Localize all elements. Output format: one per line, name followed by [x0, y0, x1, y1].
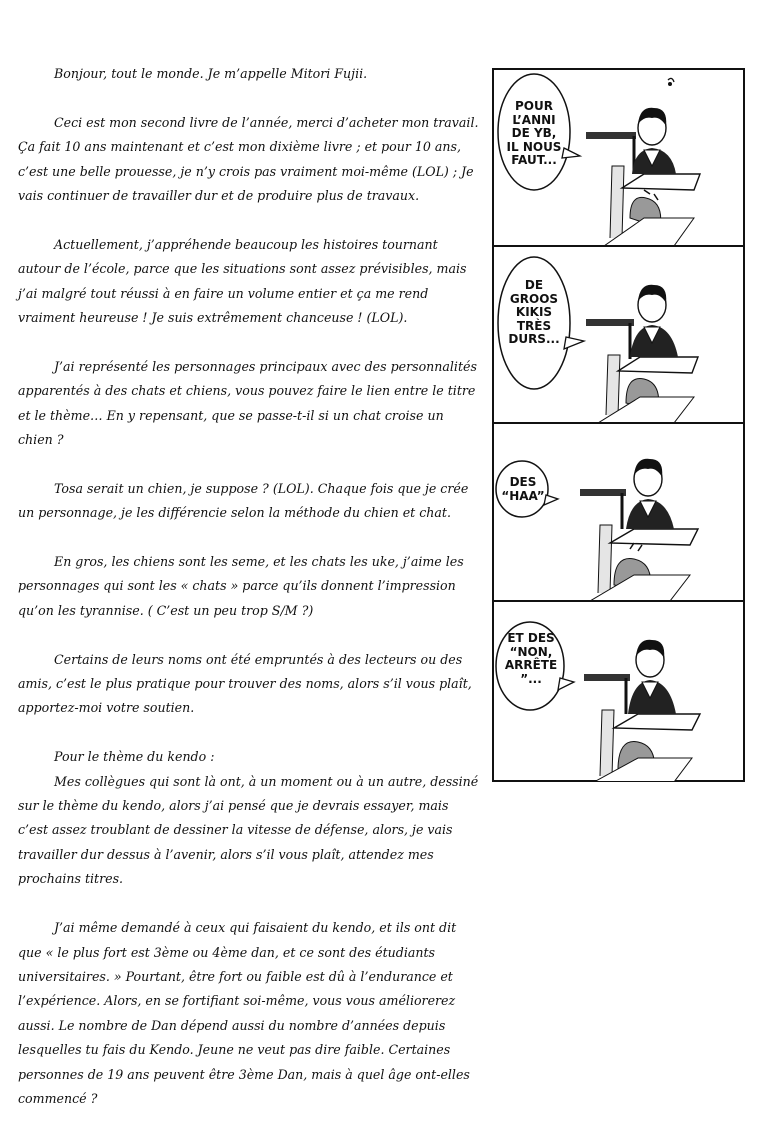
- paragraph-kendo: Mes collègues qui sont là ont, à un moment ou à un autre, dessiné sur le thème du kendo, alors j’ai pensé que je devrais essayer, mais c’est assez troublant de dessiner la vitesse de défense, alors, je vais travailler dur dessus à l’avenir, alors s’il vous plaît, attendez mes prochains titres.: [18, 773, 479, 887]
- panel-2-speech-bubble: DE GROOS KIKIS TRÈS DURS...: [508, 278, 560, 346]
- panel-3-speech-bubble: DES “HAA”: [501, 475, 545, 503]
- comic-panel-3: [494, 425, 743, 602]
- comic-strip: [492, 68, 745, 782]
- paragraph-greeting: Bonjour, tout le monde. Je m’appelle Mitori Fujii.: [54, 66, 368, 81]
- comic-panel-2: [494, 247, 743, 424]
- paragraph-seme-uke: En gros, les chiens sont les seme, et les chats les uke, j’aime les personnages qui sont les « chats » parce qu’ils donnent l’impression qu’on les tyrannise. ( C’est un peu trop S/M ?): [18, 554, 464, 618]
- panel-4-speech-bubble: ET DES “NON, ARRÊTE ”...: [504, 631, 558, 686]
- comic-panel-1: [494, 70, 743, 247]
- comic-panel-4: [494, 604, 743, 781]
- kendo-heading: Pour le thème du kendo :: [54, 749, 215, 765]
- author-afterword-text: [18, 62, 480, 1136]
- paragraph-tosa: Tosa serait un chien, je suppose ? (LOL). Chaque fois que je crée un personnage, je les différencie selon la méthode du chien et chat.: [18, 480, 469, 521]
- paragraph-school-stories: Actuellement, j’appréhende beaucoup les histoires tournant autour de l’école, parce que les situations sont assez prévisibles, mais j’ai malgré tout réussi à en faire un volume entier et ça me rend vraiment heureuse ! Je suis extrêmement chanceuse ! (LOL).: [18, 236, 467, 326]
- paragraph-cats-dogs: J’ai représenté les personnages principaux avec des personnalités apparentés à des chats et chiens, vous pouvez faire le lien entre le titre et le thème… En y repensant, que se passe-t-il si un chat croise un chien ?: [18, 358, 477, 448]
- panel-1-speech-bubble: POUR L’ANNI DE YB, IL NOUS FAUT...: [506, 99, 562, 167]
- paragraph-dan: J’ai même demandé à ceux qui faisaient du kendo, et ils ont dit que « le plus fort est 3ème ou 4ème dan, et ce sont des étudiants universitaires. » Pourtant, être fort ou faible est dû à l’endurance et l’expérience. Alors, en se fortifiant soi-même, vous vous améliorerez aussi. Le nombre de Dan dépend aussi du nombre d’années depuis lesquelles tu fais du Kendo. Jeune ne veut pas dire faible. Certaines personnes de 19 ans peuvent être 3ème Dan, mais à quel âge ont-elles commencé ?: [18, 920, 470, 1106]
- panel-3-drawing: [494, 425, 743, 601]
- paragraph-names: Certains de leurs noms ont été empruntés à des lecteurs ou des amis, c’est le plus pratique pour trouver des noms, alors s’il vous plaît, apportez-moi votre soutien.: [18, 651, 472, 716]
- paragraph-second-book: Ceci est mon second livre de l’année, merci d’acheter mon travail. Ça fait 10 ans maintenant et c’est mon dixième livre ; et pour 10 ans, c’est une belle prouesse, je n’y crois pas vraiment moi-même (LOL) ; Je vais continuer de travailler dur et de produire plus de travaux.: [18, 114, 479, 204]
